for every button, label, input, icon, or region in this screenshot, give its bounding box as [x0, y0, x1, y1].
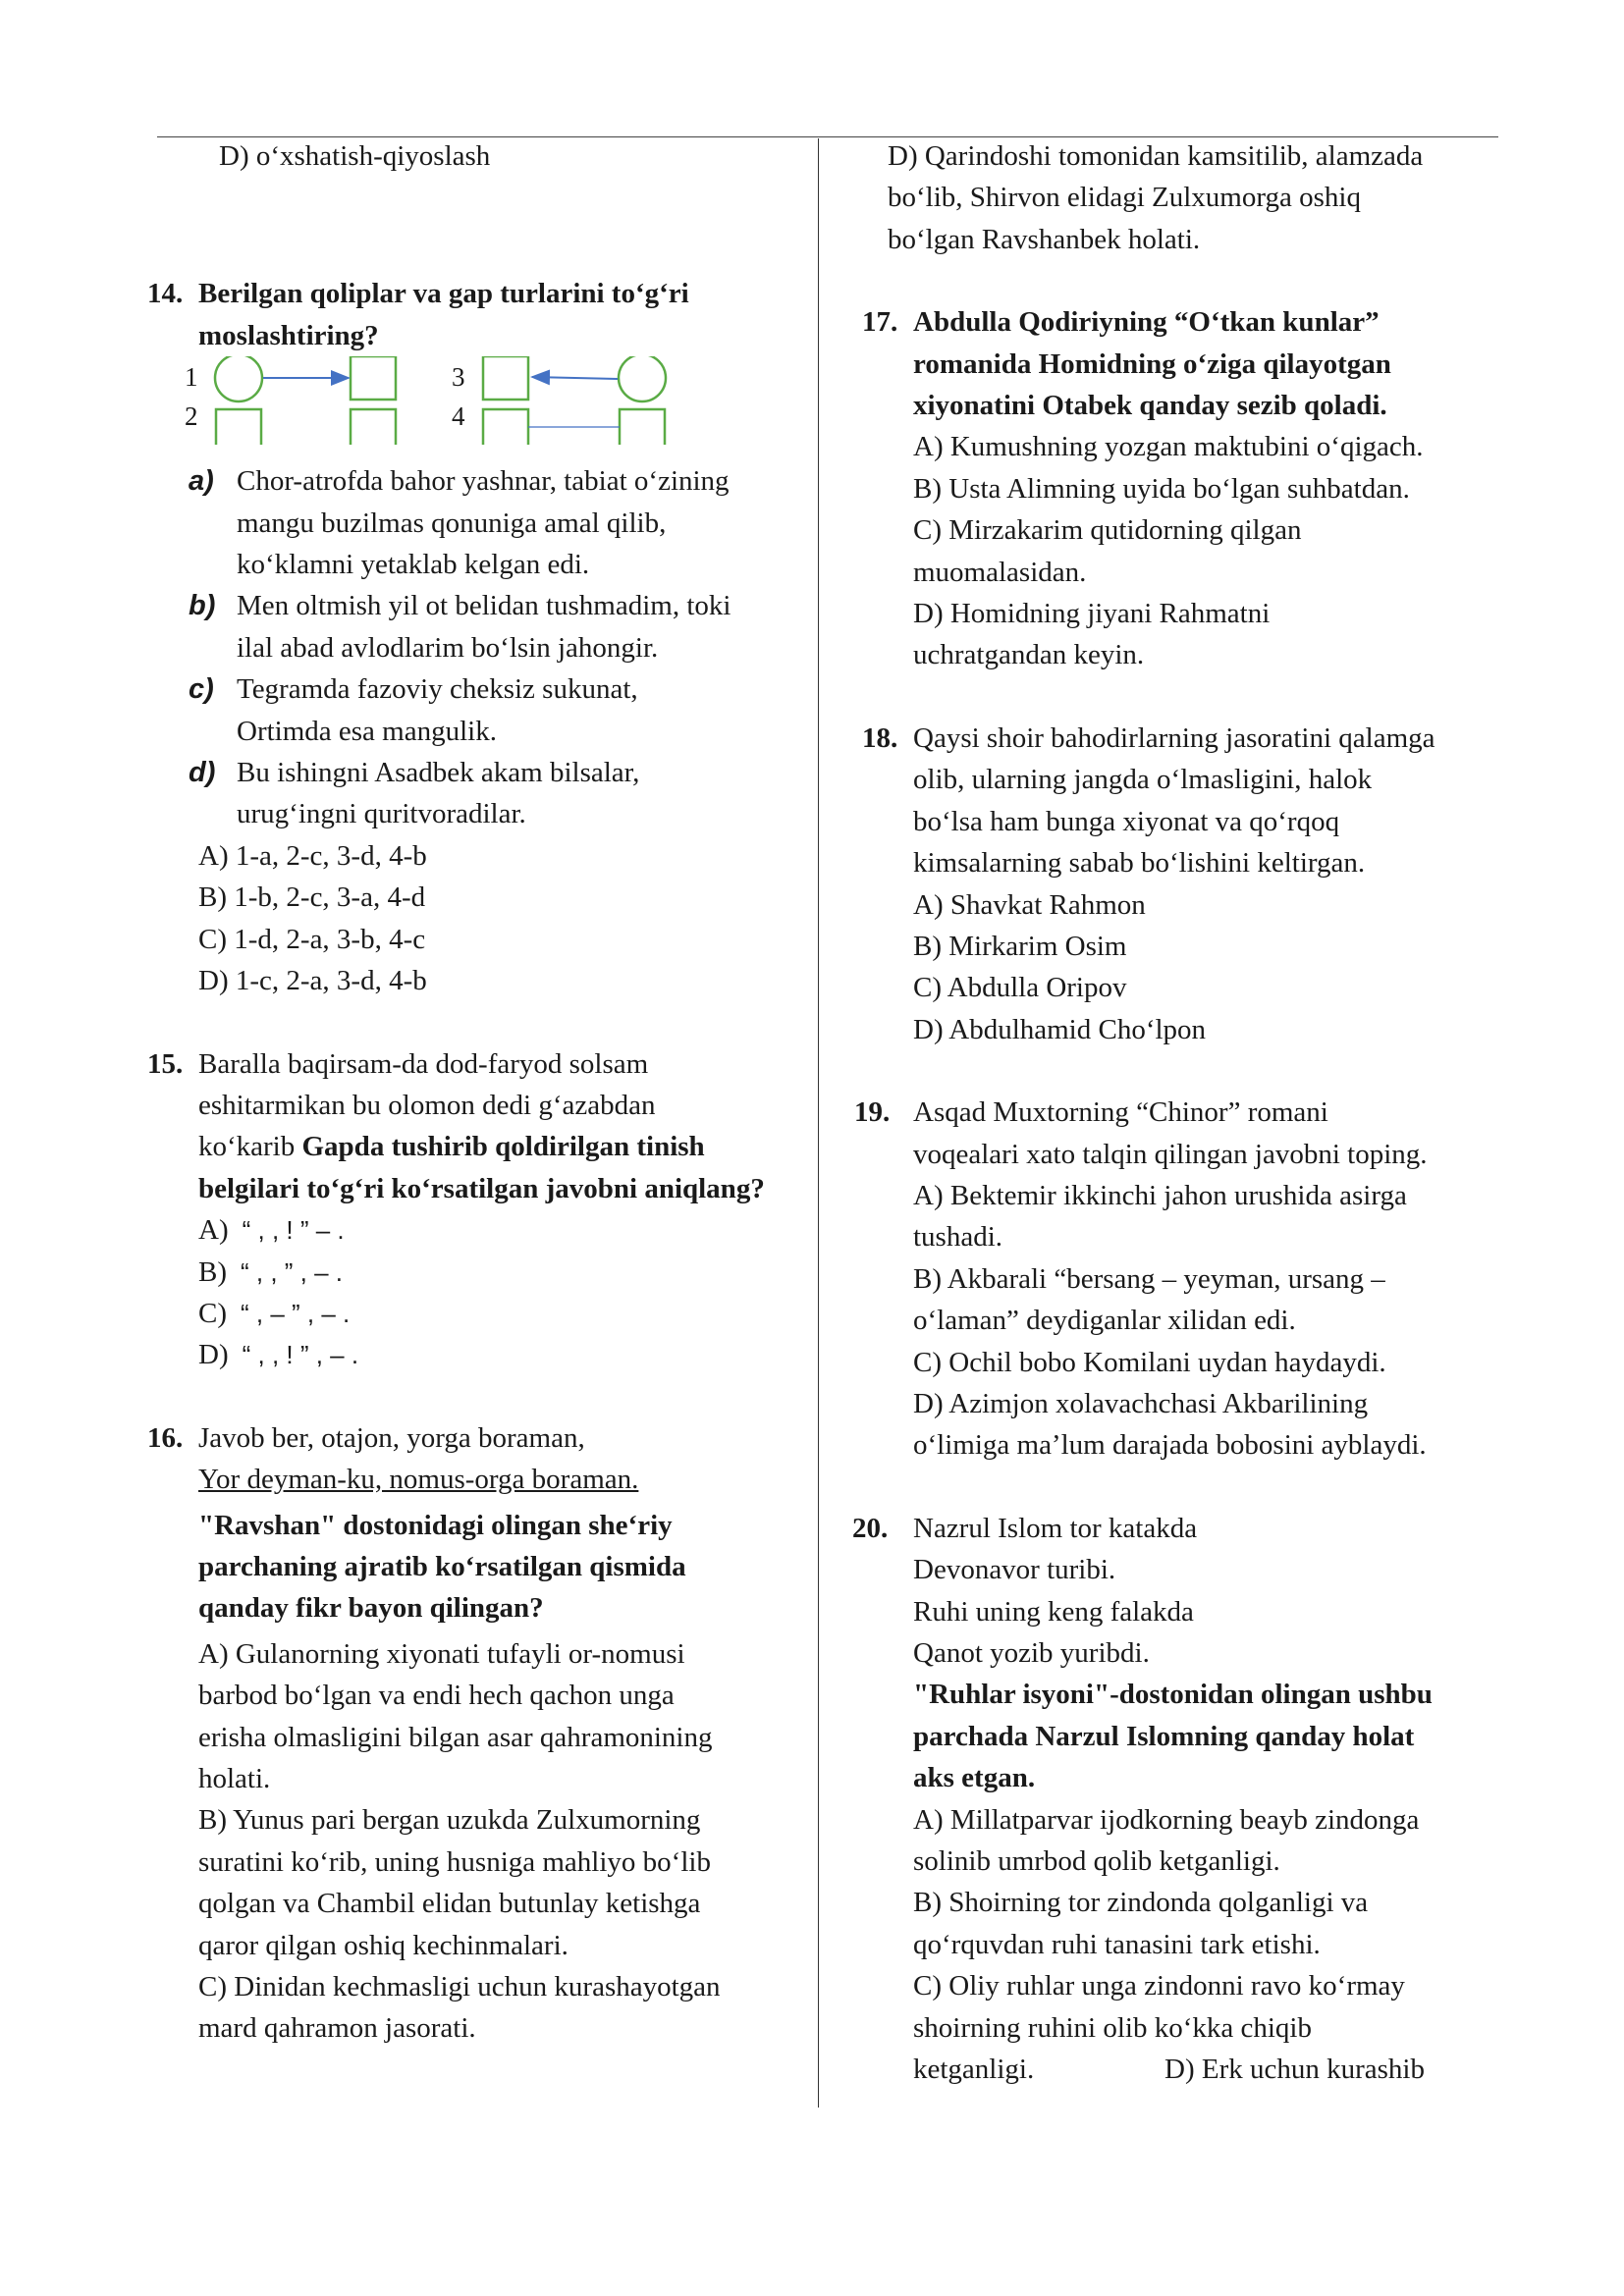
question-text: xiyonatini Otabek qanday sezib qoladi.	[913, 390, 1387, 422]
option-line: B) Akbarali “bersang – yeyman, ursang –	[913, 1262, 1385, 1295]
question-19	[854, 1092, 1490, 1467]
question-text: eshitarmikan bu olomon dedi g‘azabdan	[198, 1089, 656, 1121]
left-column	[147, 135, 785, 2050]
sentence-line: Chor-atrofda bahor yashnar, tabiat o‘zining	[237, 465, 730, 498]
question-text-plain: ko‘karib	[198, 1131, 302, 1163]
question-text: parchada Narzul Islomning qanday holat	[913, 1720, 1415, 1752]
option-line: qo‘rquvdan ruhi tanasini tark etishi.	[913, 1928, 1321, 1960]
option-line: A) Gulanorning xiyonati tufayli or-nomusi	[198, 1637, 685, 1670]
question-18	[862, 718, 1490, 1050]
q14-options	[147, 835, 785, 1002]
sentence-line: Bu ishingni Asadbek akam bilsalar,	[237, 757, 640, 789]
question-text: moslashtiring?	[198, 319, 379, 351]
option-a	[913, 1175, 1490, 1258]
question-text: Abdulla Qodiriyning “O‘tkan kunlar”	[913, 306, 1380, 339]
option-c: C) 1-d, 2-a, 3-b, 4-c	[198, 923, 426, 955]
question-number: 14.	[147, 278, 184, 310]
option-d: D) Erk uchun kurashib	[1164, 2054, 1425, 2086]
question-text: romanida Homidning o‘ziga qilayotgan	[913, 347, 1391, 380]
question-text: "Ravshan" dostonidagi olingan she‘riy	[198, 1509, 673, 1541]
question-number: 15.	[147, 1047, 184, 1080]
option-line: D) Azimjon xolavachchasi Akbarilining	[913, 1387, 1369, 1419]
sentence-line: Ortimda esa mangulik.	[237, 715, 497, 747]
option-label: B)	[198, 1255, 227, 1288]
option-d	[913, 1383, 1490, 1467]
question-number: 18.	[862, 721, 898, 754]
option-line: qaror qilgan oshiq kechinmalari.	[198, 1929, 568, 1961]
sentence-letter: d)	[189, 757, 216, 789]
question-text	[198, 1126, 785, 1167]
question-text: bo‘lsa ham bunga xiyonat va qo‘rqoq	[913, 805, 1340, 837]
option-b: B) Usta Alimning uyida bo‘lgan suhbatdan.	[913, 472, 1410, 505]
option-label: D)	[198, 1339, 229, 1371]
option-c: C) Ochil bobo Komilani uydan haydaydi.	[913, 1346, 1386, 1378]
option-a	[913, 1799, 1490, 1883]
question-number: 17.	[862, 306, 898, 339]
question-text: voqealari xato talqin qilingan javobni toping.	[913, 1138, 1428, 1170]
verse-line-underlined: Yor deyman-ku, nomus-orga boraman.	[198, 1464, 639, 1496]
option-line: C) Oliy ruhlar unga zindonni ravo ko‘rmay	[913, 1970, 1405, 2002]
option-last-line	[913, 2049, 1490, 2090]
question-text: "Ruhlar isyoni"-dostonidan olingan ushbu	[913, 1679, 1433, 1711]
question-text: Baralla baqirsam-da dod-faryod solsam	[198, 1047, 649, 1080]
option-a: A) 1-a, 2-c, 3-d, 4-b	[198, 839, 427, 872]
option-a	[198, 1633, 785, 1800]
option-line: barbod bo‘lgan va endi hech qachon unga	[198, 1680, 675, 1712]
q16-option-d	[852, 135, 1490, 260]
right-column	[852, 135, 1490, 2090]
question-text: qanday fikr bayon qilingan?	[198, 1592, 544, 1625]
q13-option-d: D) o‘xshatish-qiyoslash	[219, 140, 491, 172]
option-marks: “ , , ! ” , – .	[242, 1340, 359, 1370]
option-d	[913, 593, 1490, 676]
question-text: olib, ularning jangda o‘lmasligini, halok	[913, 764, 1373, 796]
option-line: holati.	[198, 1763, 271, 1794]
question-text: Asqad Muxtorning “Chinor” romani	[913, 1096, 1328, 1129]
option-line: erisha olmasligini bilgan asar qahramonining	[198, 1721, 713, 1753]
sentence-b	[147, 585, 785, 668]
question-text: kimsalarning sabab bo‘lishini keltirgan.	[913, 847, 1366, 880]
diagram-label-2: 2	[185, 401, 198, 432]
option-a: A) Kumushning yozgan maktubini o‘qigach.	[913, 431, 1424, 463]
option-line: A) Millatparvar ijodkorning beayb zindonga	[913, 1803, 1420, 1836]
option-a: A) Shavkat Rahmon	[913, 888, 1146, 921]
question-17	[862, 301, 1490, 676]
option-c: C) Abdulla Oripov	[913, 972, 1127, 1004]
sentence-line: ko‘klamni yetaklab kelgan edi.	[237, 549, 590, 581]
option-line: bo‘lib, Shirvon elidagi Zulxumorga oshiq	[888, 182, 1361, 214]
option-a	[198, 1209, 785, 1251]
sentence-letter: c)	[189, 673, 214, 706]
pattern-diagram	[147, 356, 785, 443]
option-marks: “ , , ” , – .	[241, 1256, 344, 1287]
verse-line: Ruhi uning keng falakda	[913, 1595, 1194, 1628]
question-number: 20.	[852, 1512, 889, 1544]
option-line: o‘limiga ma’lum darajada bobosini ayblaydi.	[913, 1429, 1427, 1462]
verse-line: Devonavor turibi.	[913, 1554, 1116, 1586]
question-text: aks etgan.	[913, 1762, 1036, 1794]
option-b: B) Mirkarim Osim	[913, 930, 1127, 962]
sentence-line: mangu buzilmas qonuniga amal qilib,	[237, 507, 667, 539]
option-b	[198, 1252, 785, 1293]
verse-line: Nazrul Islom tor katakda	[913, 1512, 1198, 1544]
option-c	[198, 1966, 785, 2050]
option-b	[913, 1258, 1490, 1342]
option-line: D) Qarindoshi tomonidan kamsitilib, alamzada	[888, 140, 1424, 172]
option-label: C)	[198, 1297, 227, 1329]
option-c	[198, 1293, 785, 1334]
option-line: mard qahramon jasorati.	[198, 2012, 476, 2045]
option-line: D) Homidning jiyani Rahmatni	[913, 598, 1271, 630]
option-line: suratini ko‘rib, uning husniga mahliyo bo‘lib	[198, 1845, 711, 1878]
option-d: D) Abdulhamid Cho‘lpon	[913, 1013, 1207, 1045]
question-16	[147, 1417, 785, 2050]
option-line: tushadi.	[913, 1221, 1003, 1254]
option-line: solinib umrbod qolib ketganligi.	[913, 1845, 1280, 1878]
option-marks: “ , – ” , – .	[241, 1298, 351, 1328]
option-marks: “ , , ! ” – .	[242, 1215, 345, 1246]
option-line: uchratgandan keyin.	[913, 639, 1145, 671]
option-line: shoirning ruhini olib ko‘kka chiqib	[913, 2011, 1312, 2044]
pattern-diagram-shapes	[147, 356, 697, 445]
option-line: C) Mirzakarim qutidorning qilgan	[913, 514, 1302, 547]
sentence-d	[147, 752, 785, 835]
sentence-line: Tegramda fazoviy cheksiz sukunat,	[237, 673, 638, 706]
option-line: o‘laman” deydiganlar xilidan edi.	[913, 1305, 1296, 1337]
option-line: ketganligi.	[913, 2054, 1035, 2086]
option-line: bo‘lgan Ravshanbek holati.	[888, 223, 1201, 255]
sentence-a	[147, 460, 785, 585]
question-14	[147, 273, 785, 356]
option-b: B) 1-b, 2-c, 3-a, 4-d	[198, 881, 426, 914]
sentence-line: ilal abad avlodlarim bo‘lsin jahongir.	[237, 631, 659, 664]
diagram-label-4: 4	[452, 401, 465, 432]
question-number: 16.	[147, 1421, 184, 1454]
option-d	[198, 1334, 785, 1375]
option-b	[198, 1799, 785, 1966]
question-text: Berilgan qoliplar va gap turlarini to‘g‘ri	[198, 278, 689, 310]
option-line: qolgan va Chambil elidan butunlay ketishga	[198, 1888, 701, 1920]
diagram-label-3: 3	[452, 362, 465, 393]
option-b	[913, 1882, 1490, 1965]
option-line: B) Yunus pari bergan uzukda Zulxumorning	[198, 1804, 701, 1837]
question-20	[852, 1508, 1490, 2091]
question-text-bold: belgilari to‘g‘ri ko‘rsatilgan javobni aniqlang?	[198, 1172, 765, 1204]
option-d: D) 1-c, 2-a, 3-d, 4-b	[198, 965, 427, 997]
option-line: A) Bektemir ikkinchi jahon urushida asirga	[913, 1179, 1407, 1211]
option-label: A)	[198, 1214, 229, 1247]
question-text: Qaysi shoir bahodirlarning jasoratini qalamga	[913, 721, 1435, 754]
question-number: 19.	[854, 1096, 891, 1129]
question-15	[147, 1043, 785, 1376]
option-c	[913, 509, 1490, 593]
option-line: B) Shoirning tor zindonda qolganligi va	[913, 1887, 1369, 1919]
verse-line: Javob ber, otajon, yorga boraman,	[198, 1421, 585, 1454]
option-line: C) Dinidan kechmasligi uchun kurashayotgan	[198, 1971, 721, 2003]
option-line: muomalasidan.	[913, 556, 1087, 588]
sentence-line: urug‘ingni quritvoradilar.	[237, 798, 526, 830]
sentence-line: Men oltmish yil ot belidan tushmadim, toki	[237, 590, 731, 622]
diagram-label-1: 1	[185, 362, 198, 393]
sentence-letter: a)	[189, 465, 214, 498]
verse-line: Qanot yozib yuribdi.	[913, 1637, 1150, 1669]
sentence-letter: b)	[189, 590, 216, 622]
question-text-bold: Gapda tushirib qoldirilgan tinish	[301, 1131, 705, 1163]
option-c	[913, 1965, 1490, 2049]
sentence-c	[147, 668, 785, 752]
column-divider	[818, 138, 819, 2108]
question-text: parchaning ajratib ko‘rsatilgan qismida	[198, 1550, 686, 1582]
